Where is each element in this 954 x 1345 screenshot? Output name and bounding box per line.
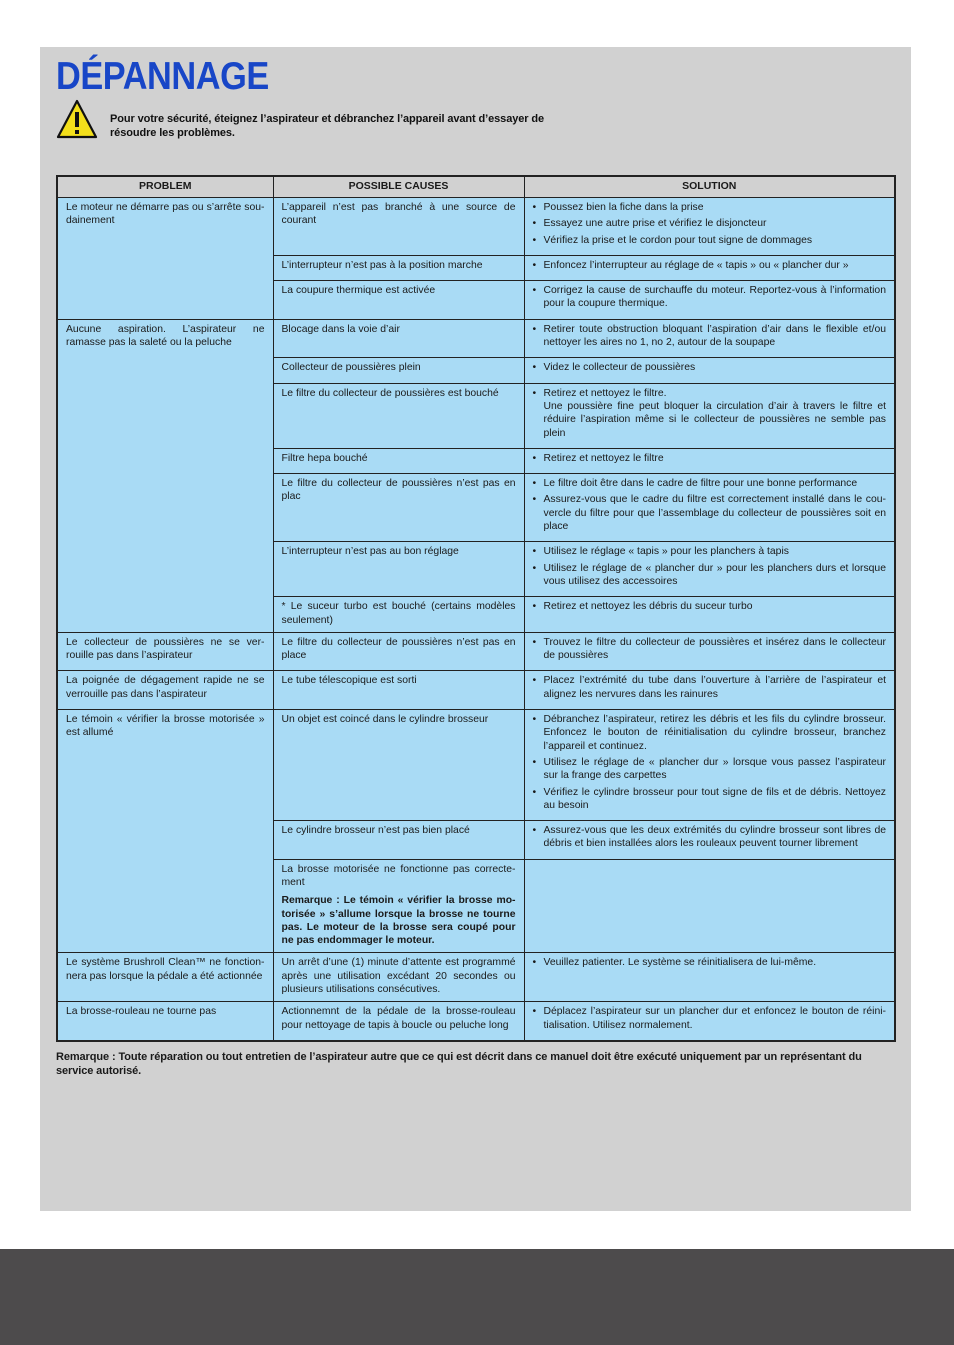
solution-item: • Retirez et nettoyez le filtre	[533, 452, 887, 465]
cause-cell: La coupure thermique est activée	[273, 281, 524, 320]
cause-cell: Un objet est coincé dans le cylindre brosseur	[273, 710, 524, 821]
cause-cell: Le filtre du collecteur de poussières est bouché	[273, 383, 524, 448]
problem-cell: Le moteur ne démarre pas ou s’arrête sou-dainement	[57, 198, 273, 320]
solution-text: Retirez et nettoyez le filtre.	[543, 387, 667, 399]
problem-cell: Le collecteur de poussières ne se ver-rouille pas dans l’aspirateur	[57, 632, 273, 671]
solution-cell	[524, 542, 895, 597]
solution-text: Une poussière fine peut bloquer la circulation d’air à travers le filtre et réduire l’aspiration même si le collecteur de poussières ne semble pas plein	[543, 400, 886, 439]
column-header-solution: SOLUTION	[524, 176, 895, 198]
solution-item: • Le filtre doit être dans le cadre de filtre pour une bonne performance	[533, 477, 887, 490]
solution-cell	[524, 671, 895, 710]
solution-cell	[524, 448, 895, 473]
solution-item: • Utilisez le réglage « tapis » pour les planchers à tapis	[533, 545, 887, 558]
solution-item: • Vérifiez le cylindre brosseur pour tout signe de fils et de débris. Nettoyez au besoin	[533, 786, 887, 813]
solution-cell	[524, 953, 895, 1002]
solution-cell	[524, 632, 895, 671]
solution-item: • Veuillez patienter. Le système se réinitialisera de lui-même.	[533, 956, 887, 969]
solution-item: • Placez l’extrémité du tube dans l’ouverture à l’arrière de l’aspirateur et alignez les nervures dans les rainures	[533, 674, 887, 701]
solution-item: • Trouvez le filtre du collecteur de poussières et insérez dans le collecteur de poussières	[533, 636, 887, 663]
solution-cell	[524, 1002, 895, 1041]
solution-item: • Enfoncez l’interrupteur au réglage de « tapis » ou « plancher dur »	[533, 259, 887, 272]
solution-cell	[524, 319, 895, 358]
troubleshooting-table	[56, 175, 896, 1042]
solution-item: • Essayez une autre prise et vérifiez le disjoncteur	[533, 217, 887, 230]
solution-item: • Déplacez l’aspirateur sur un plancher dur et enfoncez le bouton de réini-tialisation. Utilisez normalement.	[533, 1005, 887, 1032]
solution-item: • Utilisez le réglage de « plancher dur » lorsque vous passez l’aspirateur sur la frange des carpettes	[533, 756, 887, 783]
table-row	[57, 632, 895, 671]
cause-cell: L’appareil n’est pas branché à une source de courant	[273, 198, 524, 256]
cause-cell: L’interrupteur n’est pas au bon réglage	[273, 542, 524, 597]
solution-cell	[524, 255, 895, 280]
problem-cell: La brosse-rouleau ne tourne pas	[57, 1002, 273, 1041]
table-row	[57, 1002, 895, 1041]
solution-item: • Débranchez l’aspirateur, retirez les débris et les fils du cylindre brosseur. Enfoncez le bouton de réinitialisation du cylindre brosseur, branchez l’appareil et continuez.	[533, 713, 887, 753]
service-note: Remarque : Toute réparation ou tout entretien de l’aspirateur autre que ce qui est décrit dans ce manuel doit être exécuté uniquement par un représentant du service autorisé.	[56, 1051, 862, 1077]
page-title: DÉPANNAGE	[56, 55, 269, 98]
solution-cell	[524, 358, 895, 383]
solution-item: • Retirer toute obstruction bloquant l’aspiration d’air dans le flexible et/ou nettoyer les aires no 1, no 2, autour de la soupape	[533, 323, 887, 350]
table-row	[57, 198, 895, 256]
cause-cell: Collecteur de poussières plein	[273, 358, 524, 383]
cause-cell: L’interrupteur n’est pas à la position marche	[273, 255, 524, 280]
solution-cell-empty	[524, 859, 895, 953]
solution-cell	[524, 474, 895, 542]
table-row	[57, 319, 895, 358]
solution-item: • Assurez-vous que le cadre du filtre est correctement installé dans le cou-vercle du filtre pour que l’assemblage du collecteur de poussières soit en place	[533, 493, 887, 533]
solution-item	[533, 387, 887, 440]
cause-cell: Le tube télescopique est sorti	[273, 671, 524, 710]
solution-cell	[524, 383, 895, 448]
solution-cell	[524, 597, 895, 633]
problem-cell: Le témoin « vérifier la brosse motorisée » est allumé	[57, 710, 273, 953]
problem-cell: La poignée de dégagement rapide ne se verrouille pas dans l’aspirateur	[57, 671, 273, 710]
solution-item: • Utilisez le réglage de « plancher dur » pour les planchers durs et lorsque vous utilisez des accessoires	[533, 562, 887, 589]
cause-text: La brosse motorisée ne fonctionne pas correcte-ment	[281, 863, 516, 888]
solution-cell	[524, 821, 895, 860]
solution-cell	[524, 710, 895, 821]
solution-cell	[524, 198, 895, 256]
table-header-row	[57, 176, 895, 198]
solution-item: • Assurez-vous que les deux extrémités du cylindre brosseur sont libres de débris et bien installées alors les rouleaux peuvent tourner librement	[533, 824, 887, 851]
solution-item: • Retirez et nettoyez les débris du suceur turbo	[533, 600, 887, 613]
brush-motor-note: Remarque : Le témoin « vérifier la brosse mo-torisée » s’allume lorsque la brosse ne tourne pas. Le moteur de la brosse sera coupé pour ne pas endommager le moteur.	[281, 895, 516, 947]
footer-band	[0, 1249, 954, 1345]
cause-cell: * Le suceur turbo est bouché (certains modèles seulement)	[273, 597, 524, 633]
table-row	[57, 671, 895, 710]
table-row	[57, 710, 895, 821]
cause-cell: Le cylindre brosseur n’est pas bien placé	[273, 821, 524, 860]
safety-warning: Pour votre sécurité, éteignez l’aspirateur et débranchez l’appareil avant d’essayer de résoudre les problèmes.	[110, 113, 545, 139]
content-panel	[40, 47, 911, 1211]
cause-cell: Le filtre du collecteur de poussières n’est pas en plac	[273, 474, 524, 542]
table-row	[57, 953, 895, 1002]
cause-cell: Actionnemnt de la pédale de la brosse-rouleau pour nettoyage de tapis à boucle ou peluche long	[273, 1002, 524, 1041]
solution-item: • Poussez bien la fiche dans la prise	[533, 201, 887, 214]
cause-cell	[273, 859, 524, 953]
warning-triangle-icon	[56, 99, 98, 139]
cause-cell: Blocage dans la voie d’air	[273, 319, 524, 358]
problem-cell: Aucune aspiration. L’aspirateur ne ramasse pas la saleté ou la peluche	[57, 319, 273, 632]
solution-item: • Corrigez la cause de surchauffe du moteur. Reportez-vous à l’information pour la coupure thermique.	[533, 284, 887, 311]
cause-cell: Un arrêt d’une (1) minute d’attente est programmé après une utilisation excédant 20 secondes ou plusieurs utilisations consécutives.	[273, 953, 524, 1002]
column-header-causes: POSSIBLE CAUSES	[273, 176, 524, 198]
cause-cell: Filtre hepa bouché	[273, 448, 524, 473]
problem-cell: Le système Brushroll Clean™ ne fonction-nera pas lorsque la pédale a été actionnée	[57, 953, 273, 1002]
solution-item: • Videz le collecteur de poussières	[533, 361, 887, 374]
solution-item: • Vérifiez la prise et le cordon pour tout signe de dommages	[533, 234, 887, 247]
column-header-problem: PROBLEM	[57, 176, 273, 198]
cause-cell: Le filtre du collecteur de poussières n’est pas en place	[273, 632, 524, 671]
solution-cell	[524, 281, 895, 320]
